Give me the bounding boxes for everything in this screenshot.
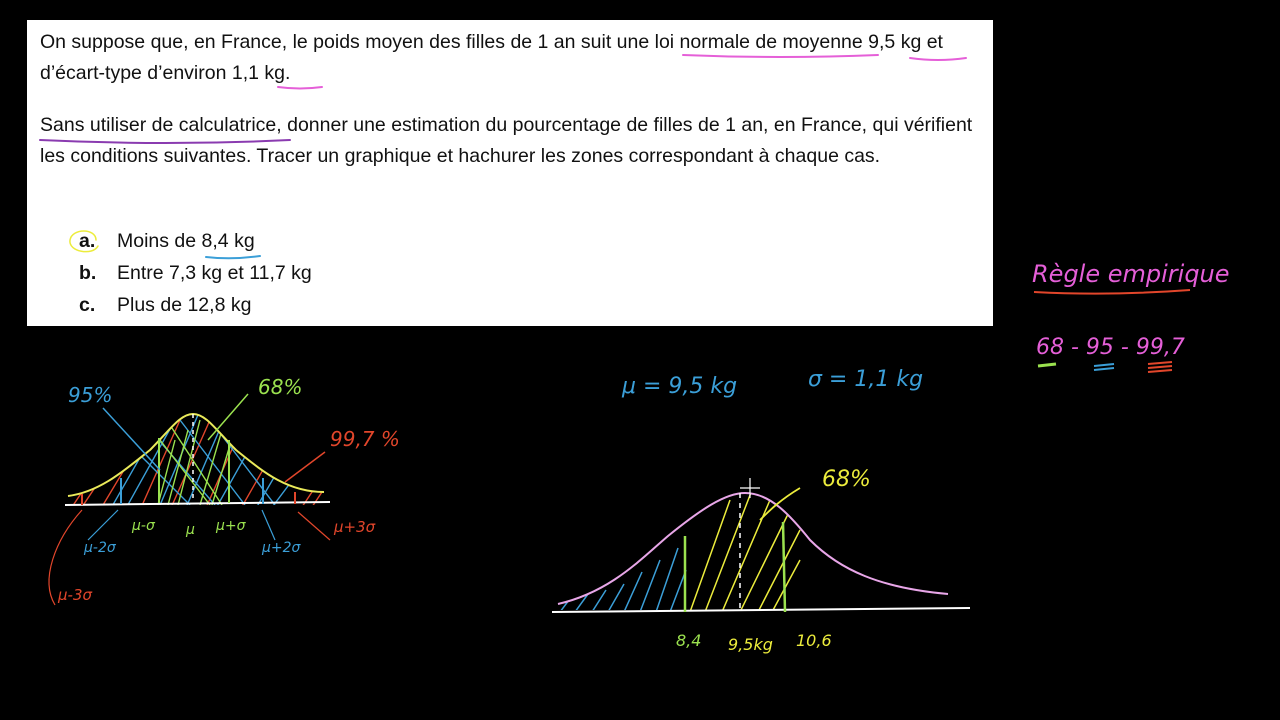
left-tick-mu-minus-sigma: μ-σ (132, 518, 155, 534)
case-letter: b. (79, 262, 97, 284)
left-tick-mu-plus-2sigma: μ+2σ (262, 540, 301, 556)
case-letter: a. (79, 230, 96, 252)
right-hatching (560, 490, 800, 612)
rule-title-underline (1034, 290, 1190, 294)
left-tick-mu-plus-sigma: μ+σ (216, 518, 246, 534)
right-x-95: 9,5kg (728, 635, 773, 654)
left-tick-mu-minus-2sigma: μ-2σ (84, 540, 116, 556)
right-label-68: 68% (822, 467, 871, 492)
underline-95 (1094, 364, 1114, 370)
rule-title: Règle empirique (1032, 260, 1230, 288)
parameters (621, 367, 923, 399)
circle-case-a (70, 231, 98, 252)
right-normal-sketch (552, 467, 970, 654)
right-line-106 (783, 522, 785, 612)
empirical-rule-note (1032, 260, 1230, 372)
case-text: Moins de 8,4 kg (117, 230, 255, 252)
left-tick-mu-minus-3sigma: μ-3σ (58, 586, 93, 604)
underline-case-a-value (206, 256, 260, 258)
underline-sans-calculatrice (40, 140, 290, 143)
underline-68 (1038, 364, 1056, 366)
param-sigma: σ = 1,1 kg (808, 367, 924, 392)
left-pointer-68 (208, 394, 248, 440)
right-pointer-68 (760, 488, 800, 520)
left-label-68: 68% (258, 375, 303, 399)
case-text: Entre 7,3 kg et 11,7 kg (117, 262, 312, 284)
left-pointer-997 (285, 452, 325, 482)
left-pointer-95 (103, 408, 160, 470)
problem-statement: On suppose que, en France, le poids moyen des filles de 1 an suit une loi normale de moyenne 9,5 kg et d’écart-type d’environ 1,1 kg. (40, 31, 943, 84)
underline-ecart-type-value (278, 87, 322, 89)
param-mu: μ = 9,5 kg (622, 374, 738, 399)
rule-values: 68 - 95 - 99,7 (1036, 335, 1185, 360)
left-pointer-2sigma-minus (88, 510, 118, 540)
left-hatching (70, 410, 330, 510)
left-pointer-2sigma-plus (262, 510, 275, 540)
right-x-106: 10,6 (796, 631, 832, 650)
left-tick-mu-plus-3sigma: μ+3σ (334, 518, 376, 536)
underline-loi-normale (683, 55, 878, 57)
underline-997 (1148, 362, 1172, 372)
case-letter: c. (79, 294, 96, 316)
right-bell-curve (558, 493, 948, 604)
case-text: Plus de 12,8 kg (117, 294, 252, 316)
problem-instructions: Sans utiliser de calculatrice, donner une estimation du pourcentage de filles de 1 an, en France, qui vérifient les conditions suivantes. Tracer un graphique et hachurer les zones correspondant à chaque cas. (40, 114, 973, 167)
left-label-95: 95% (68, 383, 113, 407)
left-tick-mu: μ (186, 522, 195, 538)
left-pointer-3sigma-plus (298, 512, 330, 540)
left-label-997: 99,7 % (330, 427, 400, 451)
underline-moyenne-value (910, 58, 966, 60)
left-normal-sketch (49, 375, 400, 605)
card-highlights (40, 55, 966, 258)
right-axis (552, 608, 970, 612)
right-x-84: 8,4 (676, 631, 702, 650)
